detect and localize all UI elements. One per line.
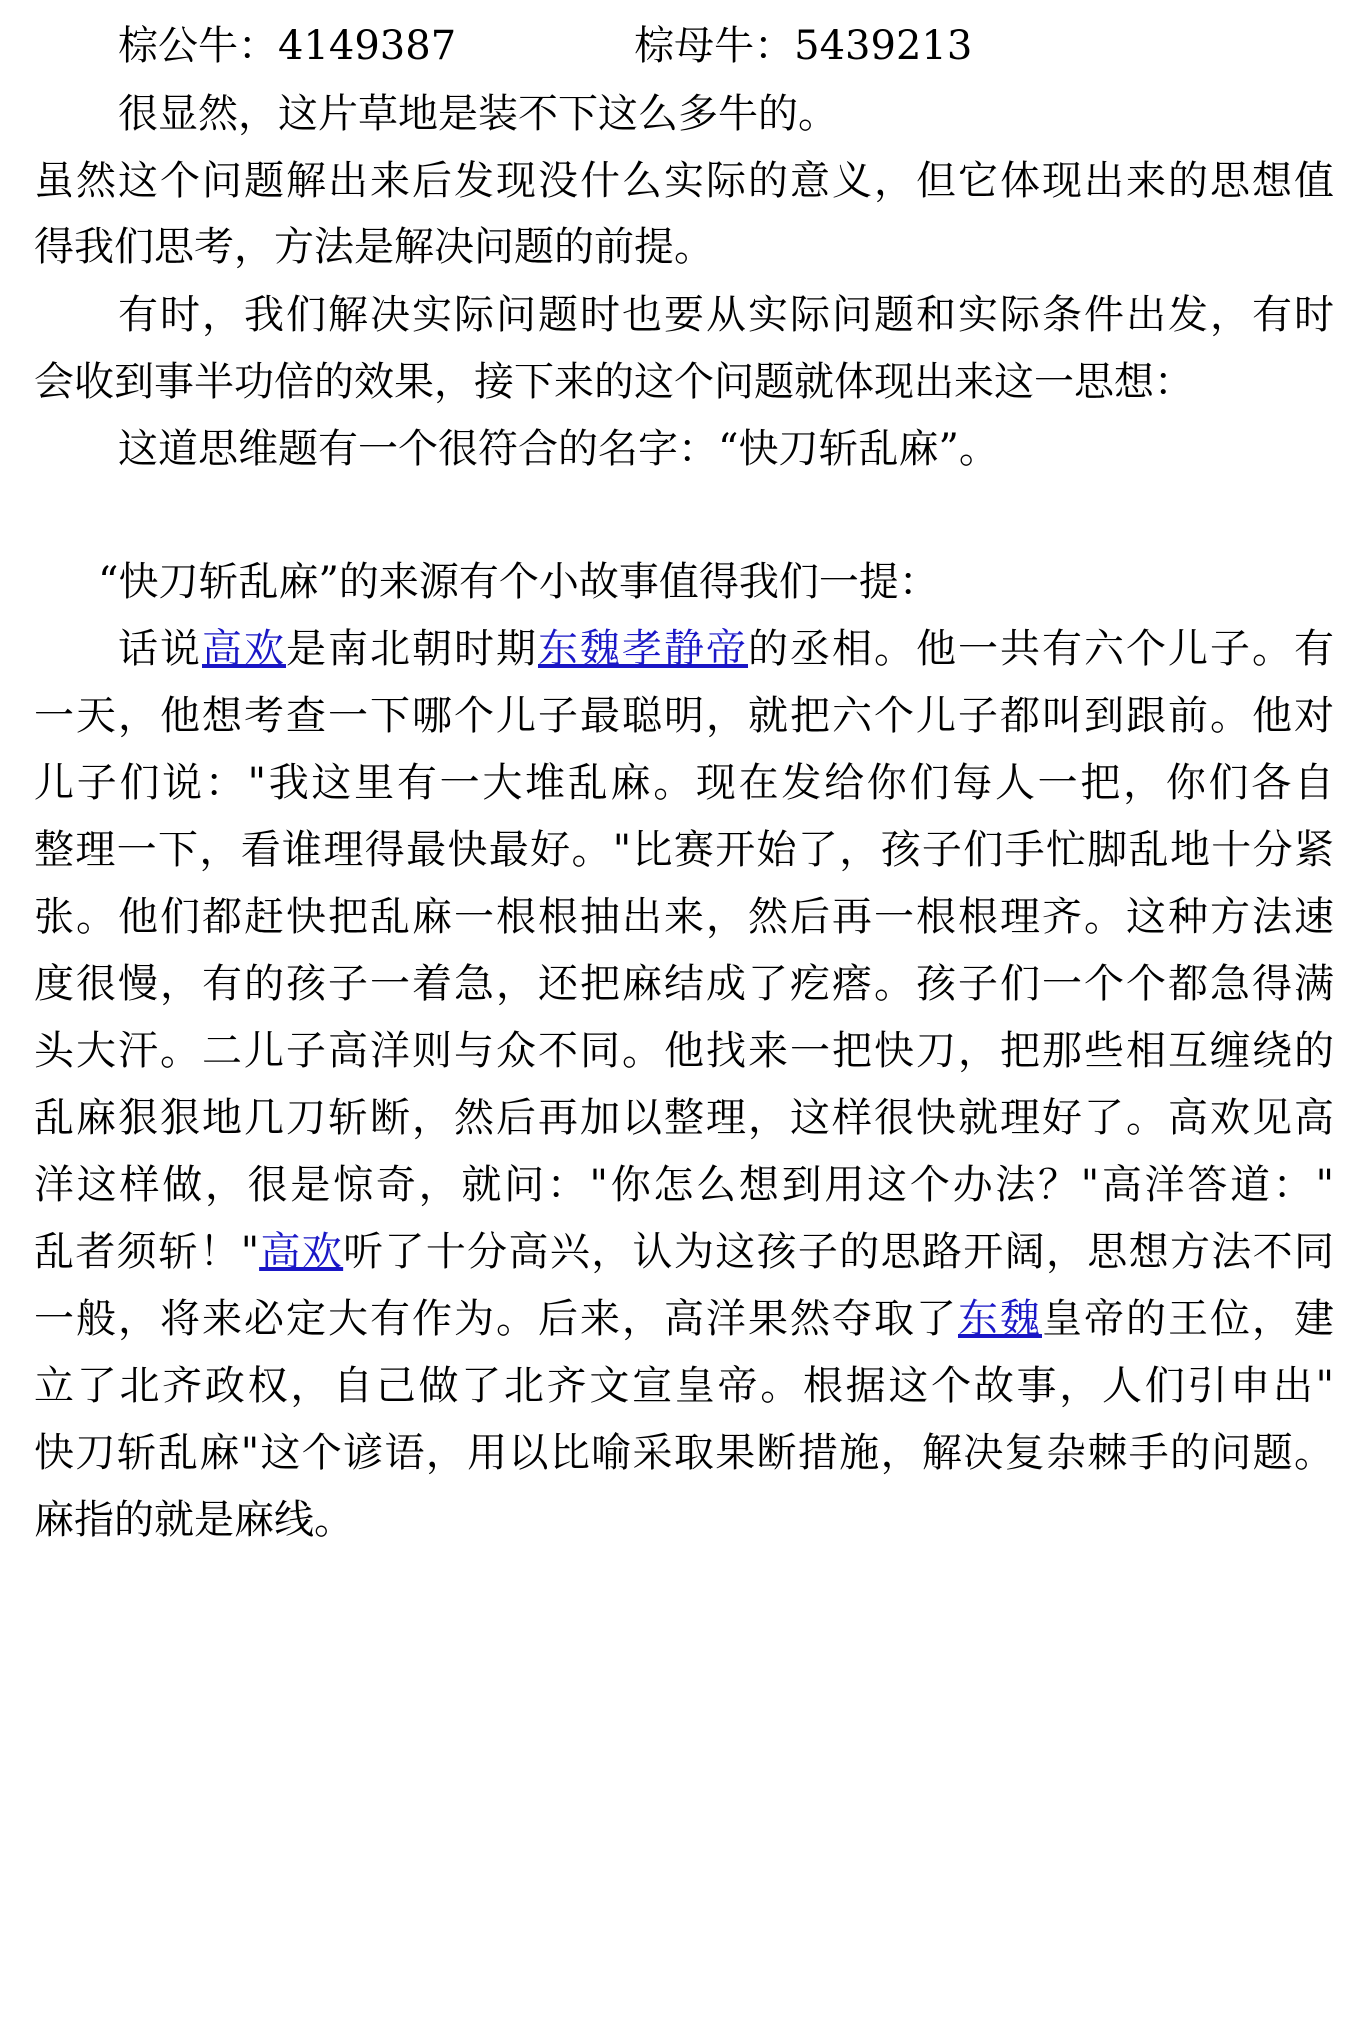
story-line-4: 整理一下，看谁理得最快最好。"比赛开始了，孩子们手忙脚乱地十分紧 — [34, 827, 1334, 873]
story-line-12: 立了北齐政权，自己做了北齐文宣皇帝。根据这个故事，人们引申出" — [34, 1363, 1334, 1409]
paragraph-2-line-2: 得我们思考，方法是解决问题的前提。 — [34, 224, 714, 270]
story-text: 听了十分高兴，认为这孩子的思路开阔，思想方法不同 — [343, 1229, 1334, 1275]
story-text: 是南北朝时期 — [286, 626, 538, 672]
paragraph-3-line-2: 会收到事半功倍的效果，接下来的这个问题就体现出来这一思想： — [34, 359, 1194, 405]
story-text: 一般，将来必定大有作为。后来，高洋果然夺取了 — [34, 1296, 958, 1342]
story-line-5: 张。他们都赶快把乱麻一根根抽出来，然后再一根根理齐。这种方法速 — [34, 894, 1334, 940]
paragraph-3-line-1: 有时，我们解决实际问题时也要从实际问题和实际条件出发，有时 — [118, 292, 1334, 338]
story-line-9: 洋这样做，很是惊奇，就问："你怎么想到用这个办法？"高洋答道：" — [34, 1162, 1334, 1208]
story-line-8: 乱麻狠狠地几刀斩断，然后再加以整理，这样很快就理好了。高欢见高 — [34, 1095, 1334, 1141]
cattle-count-line — [118, 16, 1334, 76]
link-dongwei[interactable]: 东魏 — [958, 1296, 1042, 1342]
story-line-14: 麻指的就是麻线。 — [34, 1497, 354, 1543]
story-text: 的丞相。他一共有六个儿子。有 — [748, 626, 1334, 672]
story-line-11 — [34, 1289, 1334, 1349]
story-text: 乱者须斩！" — [34, 1229, 260, 1275]
paragraph-4: 这道思维题有一个很符合的名字：“快刀斩乱麻”。 — [118, 426, 999, 472]
story-line-2: 一天，他想考查一下哪个儿子最聪明，就把六个儿子都叫到跟前。他对 — [34, 693, 1334, 739]
brown-bull-count: 棕公牛：4149387 — [118, 23, 457, 69]
story-line-3: 儿子们说："我这里有一大堆乱麻。现在发给你们每人一把，你们各自 — [34, 760, 1334, 806]
story-line-6: 度很慢，有的孩子一着急，还把麻结成了疙瘩。孩子们一个个都急得满 — [34, 961, 1334, 1007]
story-line-13: 快刀斩乱麻"这个谚语，用以比喻采取果断措施，解决复杂棘手的问题。 — [34, 1430, 1334, 1476]
paragraph-2-line-1: 虽然这个问题解出来后发现没什么实际的意义，但它体现出来的思想值 — [34, 158, 1334, 204]
paragraph-5: “快刀斩乱麻”的来源有个小故事值得我们一提： — [98, 559, 939, 605]
story-line-1 — [118, 619, 1334, 679]
paragraph-1: 很显然，这片草地是装不下这么多牛的。 — [118, 91, 838, 137]
story-text: 话说 — [118, 626, 202, 672]
story-text: 皇帝的王位，建 — [1042, 1296, 1334, 1342]
brown-cow-count: 棕母牛：5439213 — [634, 23, 973, 69]
link-dongwei-xiaojingdi[interactable]: 东魏孝静帝 — [538, 626, 748, 672]
story-line-10 — [34, 1222, 1334, 1282]
link-gao-huan[interactable]: 高欢 — [202, 626, 286, 672]
story-line-7: 头大汗。二儿子高洋则与众不同。他找来一把快刀，把那些相互缠绕的 — [34, 1028, 1334, 1074]
link-gao-huan-2[interactable]: 高欢 — [259, 1229, 344, 1275]
